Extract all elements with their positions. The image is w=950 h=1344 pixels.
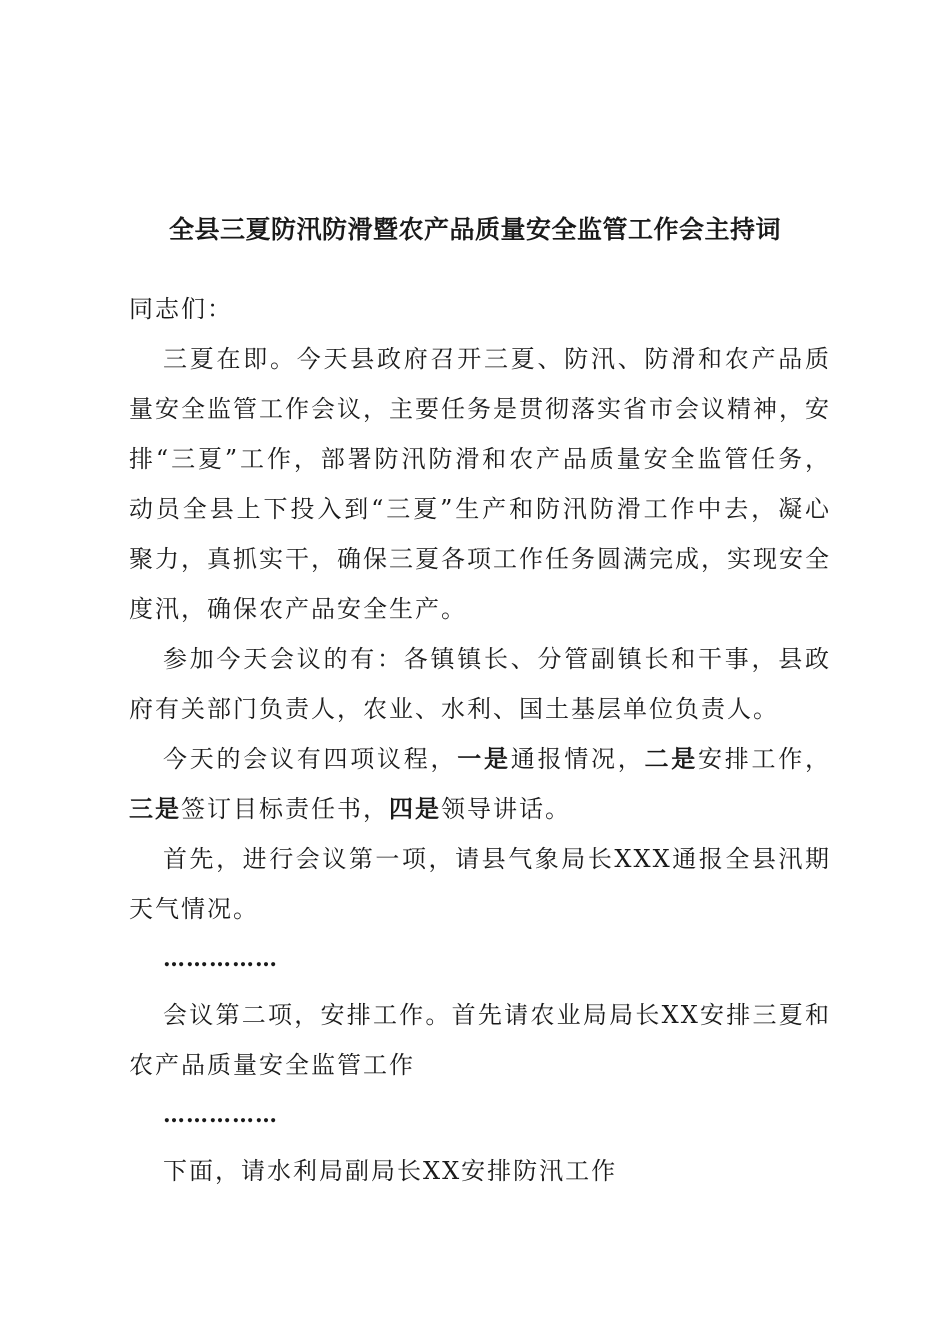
ellipsis-1: ……………	[163, 946, 278, 972]
document-body	[129, 284, 831, 1196]
paragraph-attendees: 参加今天会议的有：各镇镇长、分管副镇长和干事，县政府有关部门负责人，农业、水利、国土基层单位负责人。	[129, 645, 831, 723]
agenda-item-3-text: 签订目标责任书，	[181, 795, 389, 823]
paragraph-item-one: 首先，进行会议第一项，请县气象局长XXX通报全县汛期天气情况。	[129, 845, 831, 923]
agenda-item-2-text: 安排工作，	[698, 745, 831, 773]
paragraph-item-two: 会议第二项，安排工作。首先请农业局局长XX安排三夏和农产品质量安全监管工作	[129, 1001, 831, 1079]
agenda-item-1-key: 一是	[457, 744, 511, 773]
paragraph-intro: 三夏在即。今天县政府召开三夏、防汛、防滑和农产品质量安全监管工作会议，主要任务是贯彻落实省市会议精神，安排“三夏”工作，部署防汛防滑和农产品质量安全监管任务，动员全县上下投入到“三夏”生产和防汛防滑工作中去，凝心聚力，真抓实干，确保三夏各项工作任务圆满完成，实现安全度汛，确保农产品安全生产。	[129, 345, 831, 623]
agenda-item-4-text: 领导讲话。	[441, 795, 571, 823]
agenda-lead: 今天的会议有四项议程，	[163, 745, 458, 773]
agenda-item-4-key: 四是	[389, 794, 441, 823]
agenda-item-2-key: 二是	[644, 744, 698, 773]
paragraph-water: 下面，请水利局副局长XX安排防汛工作	[163, 1157, 618, 1185]
document-title: 全县三夏防汛防滑暨农产品质量安全监管工作会主持词	[168, 215, 781, 244]
paragraph-agenda	[129, 734, 831, 834]
agenda-item-3-key: 三是	[129, 794, 181, 823]
ellipsis-2: ……………	[163, 1102, 278, 1128]
salutation: 同志们：	[129, 295, 233, 323]
agenda-item-1-text: 通报情况，	[510, 745, 645, 773]
